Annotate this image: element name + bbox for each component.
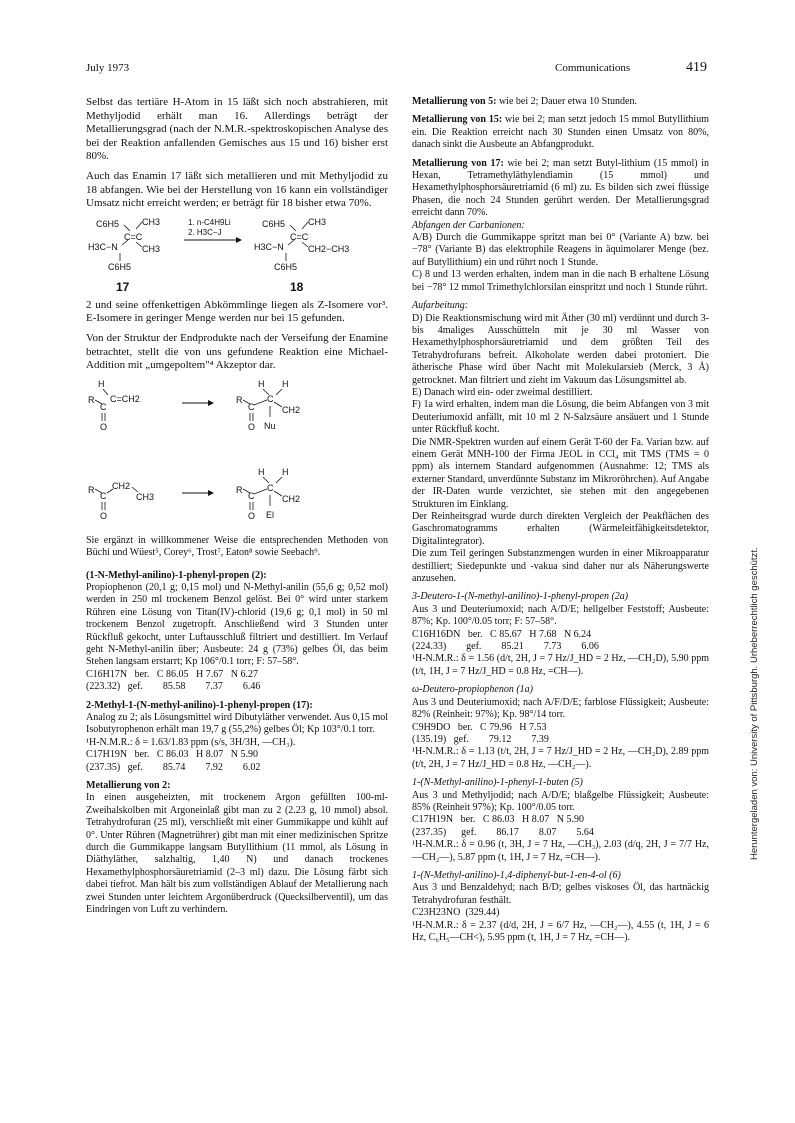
paragraph: Auch das Enamin 17 läßt sich metallieren und mit Methyljodid zu 18 abfangen. Wie bei der Herstellung von 16 kann ein vollständiger Umsatz nicht erreicht werden; er beträgt für 18 bisher etwa 70%.: [86, 169, 388, 210]
compound-heading: ω-Deutero-propiophenon (1a): [412, 684, 534, 696]
formula-label: C=C: [290, 231, 309, 242]
formula-row: C23H23NO (329.44): [412, 907, 500, 919]
formula-label: CH3: [308, 216, 327, 227]
formula-label: CH3: [136, 491, 155, 502]
compound-heading: 1-(N-Methyl-anilino)-1-phenyl-1-buten (5): [412, 777, 583, 789]
nmr-data: ¹H-N.M.R.: δ = 1.13 (t/t, 2H, J = 7 Hz/J_HD = 2 Hz, —CH₂D), 2.89 ppm (t/t, 2H, J = 7 Hz/J_HD = 0.8 Hz, —CH₂—).: [412, 746, 709, 770]
analysis-row: (223.32) gef. 85.58 7.37 6.46: [86, 681, 261, 693]
formula-label: CH3: [142, 243, 161, 254]
formula-label: CH2: [112, 480, 131, 491]
reaction-scheme-17-18: [86, 213, 388, 297]
running-date: July 1973: [86, 62, 130, 74]
procedure-text: Aus 3 und Methyljodid; nach A/D/E; blaßgelbe Flüssigkeit; Ausbeute: 85% (Reinheit 97%); Kp. 100°/0.05 torr.: [412, 789, 709, 813]
section-heading: Metallierung von 5:: [412, 96, 497, 107]
subsection-heading: Aufarbeitung:: [412, 300, 469, 312]
left-column: [86, 96, 388, 917]
formula-label: CH2: [282, 493, 301, 504]
procedure-text: Die zum Teil geringen Substanzmengen wurden in einer Mikroapparatur destilliert; Siedepunkte und -vakua sind daher nur als Näherungswerte anzusehen.: [412, 548, 709, 585]
nmr-data: ¹H-N.M.R.: δ = 2.37 (d/d, 2H, J = 6/7 Hz, —CH₂—), 4.55 (t, 1H, J = 6 Hz, C₆H₅—CH<), 5.95 ppm (t, 1H, J = 7 Hz, =CH—).: [412, 919, 709, 943]
running-section: Communications: [555, 62, 631, 74]
download-notice-text: Heruntergeladen von: University of Pittsburgh. Urheberrechtlich geschützt.: [749, 547, 760, 860]
formula-label: O: [100, 421, 108, 432]
analysis-row: (237.35) gef. 86.17 8.07 5.64: [412, 826, 594, 838]
procedure-text: A/B) Durch die Gummikappe spritzt man bei 0° (Variante A) bzw. bei −78° (Variante B) das elektrophile Reagens in äquimolarer Menge (bez. auf Butyllithium) ein und rührt noch 1 Stunde.: [412, 232, 709, 268]
formula-label: H: [258, 378, 265, 389]
procedure-text: Der Reinheitsgrad wurde durch direkten Vergleich der Peakflächen des Gaschromatogramms erhalten (Wärmeleitfähigkeitsdetektor, Digitalintegrator).: [412, 511, 709, 547]
analysis-row: C17H19N ber. C 86.03 H 8.07 N 5.90: [86, 749, 258, 761]
paragraph: Sie ergänzt in willkommener Weise die entsprechenden Methoden von Büchi und Wüest⁵, Corey⁶, Trost⁷, Eaton⁸ sowie Seebach⁹.: [86, 534, 388, 559]
section-heading: Metallierung von 2:: [86, 780, 171, 792]
nmr-data: ¹H-N.M.R.: δ = 0.96 (t, 3H, J = 7 Hz, —CH₃), 2.03 (d/q, 2H, J = 7/7 Hz, —CH₂—), 5.87 ppm (t, 1H, J = 7 Hz, =CH—).: [412, 839, 709, 863]
formula-label: C: [248, 490, 255, 501]
procedure-text: Aus 3 und Deuteriumoxid; nach A/D/E; hellgelber Feststoff; Ausbeute: 87%; Kp. 100°/0.05 torr; F: 57–58°.: [412, 603, 709, 628]
formula-label: O: [248, 421, 256, 432]
formula-label: C6H5: [274, 261, 298, 272]
procedure-text: Aus 3 und Deuteriumoxid; nach A/F/D/E; farblose Flüssigkeit; Ausbeute: 82% (Reinheit: 97%); Kp. 98°/14 torr.: [412, 696, 709, 721]
compound-heading: 1-(N-Methyl-anilino)-1,4-diphenyl-but-1-en-4-ol (6): [412, 869, 621, 881]
formula-label: H: [98, 378, 105, 389]
right-column: [412, 96, 709, 944]
formula-label: C6H5: [96, 218, 120, 229]
formula-label: H: [282, 466, 289, 477]
download-notice: [749, 547, 763, 874]
procedure-text: Die NMR-Spektren wurden auf einem Gerät T-60 der Fa. Varian bzw. auf einem Gerät MNH-100 der Firma JEOL in CCl₄ mit TMS (TMS = 0 ppm) als internem Standard aufgenommen (Ausnahme: 12; TMS als externer Standard, unverdünnte Substanz im Mikroröhrchen). Auf Angabe der IR-Daten wurde verzichtet, sie stehen mit den angegebenen Strukturen im Einklang.: [412, 436, 709, 510]
formula-label: El: [266, 509, 275, 520]
formula-label: C=C: [124, 231, 143, 242]
formula-label: CH2−CH3: [308, 243, 350, 254]
paragraph: Selbst das tertiäre H-Atom in 15 läßt sich noch abstrahieren, mit Methyljodid erhält man 16. Allerdings beträgt der Metallierungsgrad (nach der N.M.R.-spektroskopischen Analyse des bei der Reaktion anfallenden Gemisches aus 15 und 16) bisher erst 80%.: [86, 96, 388, 163]
formula-label: Nu: [264, 420, 276, 431]
formula-label: R: [236, 484, 243, 495]
paragraph: Von der Struktur der Endprodukte nach der Verseifung der Enamine betrachtet, stellt die von uns gefundene Reaktion eine Michael-Addition mit „umgepoltem"⁴ Akzeptor dar.: [86, 331, 388, 372]
compound-number: 17: [116, 279, 130, 294]
compound-number: 18: [290, 279, 304, 294]
page-number: 419: [686, 60, 707, 75]
section-heading: (1-N-Methyl-anilino)-1-phenyl-propen (2):: [86, 569, 267, 581]
formula-label: H: [258, 466, 265, 477]
formula-label: R: [88, 394, 95, 405]
formula-label: C: [267, 393, 274, 404]
analysis-row: C16H16DN ber. C 85.67 H 7.68 N 6.24: [412, 628, 592, 640]
procedure-text: C) 8 und 13 werden erhalten, indem man in die nach B erhaltene Lösung bei −78° 12 mmol Trimethylchlorsilan einspritzt und noch 1 Stunde rührt.: [412, 269, 709, 293]
analysis-row: C9H9DO ber. C 79.96 H 7.53: [412, 721, 547, 733]
formula-label: C6H5: [108, 261, 132, 272]
michael-addition-scheme: [86, 375, 388, 533]
procedure-text: wie bei 2; Dauer etwa 10 Stunden.: [496, 96, 637, 107]
formula-label: C: [100, 490, 107, 501]
reagent-label: 1. n-C4H9Li: [188, 217, 231, 227]
analysis-row: (135.19) gef. 79.12 7.39: [412, 733, 549, 745]
section-heading: Metallierung von 17:: [412, 157, 504, 169]
procedure-text: Aus 3 und Benzaldehyd; nach B/D; gelbes viskoses Öl, das hartnäckig Tetrahydrofuran festhält.: [412, 882, 709, 906]
formula-label: C: [248, 401, 255, 412]
formula-label: C: [100, 401, 107, 412]
nmr-data: ¹H-N.M.R.: δ = 1.63/1.83 ppm (s/s, 3H/3H, —CH₃).: [86, 736, 296, 748]
formula-label: O: [248, 510, 256, 521]
analysis-row: C16H17N ber. C 86.05 H 7.67 N 6.27: [86, 668, 258, 680]
formula-label: R: [88, 484, 95, 495]
formula-label: H: [282, 378, 289, 389]
formula-label: CH3: [142, 216, 161, 227]
formula-label: C: [267, 482, 274, 493]
procedure-text: E) Danach wird ein- oder zweimal destilliert.: [412, 386, 593, 398]
procedure-text: wie bei 2; man setzt Butyl-lithium (15 mmol) in Hexan, Tetramethyläthylendiamin (15 mmol) und Hexamethylphosphorsäuretriamid (6 ml) zu. Es bilden sich zwei flüssige Phasen, die noch 24 Stunden gerührt werden. Der Metallierungsgrad erreicht dann 70%.: [412, 157, 709, 219]
analysis-row: (224.33) gef. 85.21 7.73 6.06: [412, 641, 599, 653]
formula-label: C=CH2: [110, 393, 140, 404]
section-heading: 2-Methyl-1-(N-methyl-anilino)-1-phenyl-propen (17):: [86, 699, 313, 711]
analysis-row: C17H19N ber. C 86.03 H 8.07 N 5.90: [412, 814, 584, 826]
formula-label: CH2: [282, 404, 301, 415]
procedure-text: In einen ausgeheizten, mit trockenem Argon gefüllten 100-ml-Zweihalskolben mit Argoneinlaß gibt man zu 2 (2.23 g, 10 mmol) absol. Tetrahydrofuran (25 ml), verschließt mit einer Gummikappe und kühlt auf 0°. Unter Rühren (Magnetrührer) gibt man mit einer medizinischen Spritze durch die Gummikappe langsam Butyllithium (11 mmol, als Lösung in Diäthyläther, salzhaltig, 1,40 N) und danach trockenes Hexamethylphosphorsäuretriamid (2–3 ml) dazu. Die Lösung färbt sich dabei tiefrot. Man hält bis zum vollständigen Ablauf der Metallierung nach zwei Stunden unter leichtem Argonüberdruck (Quecksilberventil), um das Eindringen von Luft zu verhindern.: [86, 792, 388, 916]
procedure-text: D) Die Reaktionsmischung wird mit Äther (30 ml) verdünnt und durch 3- bis 4maliges Ausschütteln mit je 30 ml Wasser von Hexamethylphosphorsäuretriamid und dem größten Teil des Tetrahydrofurans befreit. Alkoholate werden dabei protoniert. Die ätherische Phase wird über Nacht mit Molekularsieb (Merck, 3 Å) getrocknet. Man filtriert und zieht im Vakuum das Lösungsmittel ab.: [412, 312, 709, 386]
procedure-text: Analog zu 2; als Lösungsmittel wird Dibutyläther verwendet. Aus 0,15 mol Isobutyrophenon erhält man 19,7 g (55,2%) gelbes Öl; Kp 103°/0.1 torr.: [86, 712, 388, 736]
procedure-text: wie bei 2; man setzt jedoch 15 mmol Butyllithium ein. Die Reaktion erreicht nach 30 Stunden einen Umsatz von 80%, danach sinkt die Ausbeute an Abfangprodukt.: [412, 114, 709, 151]
section-heading: Metallierung von 15:: [412, 114, 503, 126]
formula-label: H3C−N: [254, 241, 284, 252]
analysis-row: (237.35) gef. 85.74 7.92 6.02: [86, 761, 261, 773]
procedure-text: F) 1a wird erhalten, indem man die Lösung, die beim Abfangen von 3 mit Deuteriumoxid anfällt, mit 10 ml 2 N-Salzsäure ansäuert und 1 Stunde unter Rückfluß kocht.: [412, 399, 709, 436]
reagent-label: 2. H3C−J: [188, 227, 222, 237]
formula-label: O: [100, 510, 108, 521]
procedure-text: Propiophenon (20,1 g; 0,15 mol) und N-Methyl-anilin (55,6 g; 0,52 mol) werden in 250 ml trockenem Benzol gelöst. Bei 0° wird unter starkem Rühren eine Lösung von Titan(IV)-chlorid (19,6 g; 0,1 mol) in 50 ml trockenem Benzol zugetropft. Anschließend wird 3 Stunden unter Rückfluß gekocht, unter Luftausschluß filtriert und destilliert. Im Verlauf geht N-Methyl-anilin über; Ausbeute: 24 g (73%) gelbes Öl, das beim Stehen langsam erstarrt; Kp 106°/0.1 torr; F: 57–58°.: [86, 581, 388, 668]
subsection-heading: Abfangen der Carbanionen:: [412, 219, 525, 231]
compound-heading: 3-Deutero-1-(N-methyl-anilino)-1-phenyl-propen (2a): [412, 591, 629, 603]
formula-label: R: [236, 394, 243, 405]
paragraph: 2 und seine offenkettigen Abkömmlinge liegen als Z-Isomere vor³. E-Isomere in geringer Menge werden nur bei 15 gefunden.: [86, 298, 388, 325]
formula-label: H3C−N: [88, 241, 118, 252]
nmr-data: ¹H-N.M.R.: δ = 1.56 (d/t, 2H, J = 7 Hz/J_HD = 2 Hz, —CH₂D), 5.90 ppm (t/t, 1H, J = 7 Hz/J_HD = 0.8 Hz, =CH—).: [412, 653, 709, 677]
formula-label: C6H5: [262, 218, 286, 229]
